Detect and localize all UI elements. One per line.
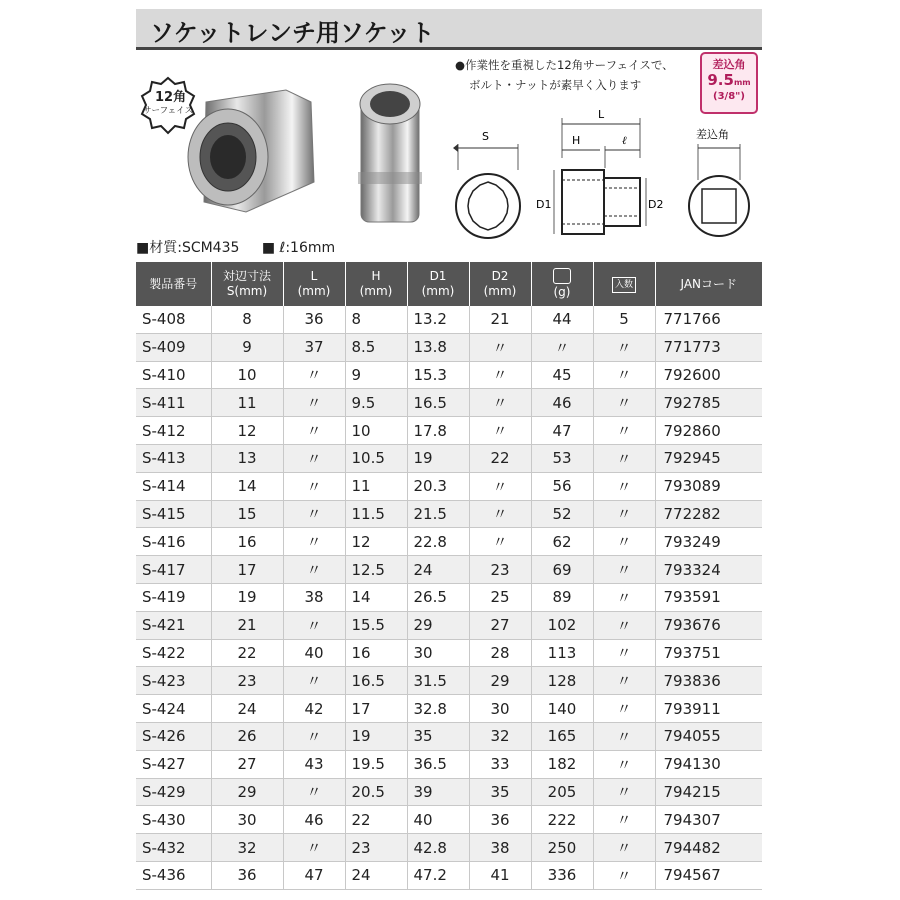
table-cell: 37 bbox=[283, 333, 345, 361]
label-ell: ℓ bbox=[622, 134, 627, 147]
table-header-cell bbox=[655, 262, 762, 306]
table-cell: 16 bbox=[211, 528, 283, 556]
table-cell: S-419 bbox=[136, 583, 211, 611]
table-cell: 140 bbox=[531, 695, 593, 723]
table-cell: 17 bbox=[211, 556, 283, 584]
table-cell: 〃 bbox=[593, 639, 655, 667]
feature-text bbox=[455, 55, 674, 95]
table-cell: 〃 bbox=[283, 361, 345, 389]
table-cell: 792945 bbox=[655, 444, 762, 472]
table-cell: 5 bbox=[593, 306, 655, 333]
table-row bbox=[136, 778, 762, 806]
table-cell: 772282 bbox=[655, 500, 762, 528]
page-title: ソケットレンチ用ソケット bbox=[150, 19, 435, 47]
table-cell: 47.2 bbox=[407, 861, 469, 889]
table-cell: 36 bbox=[283, 306, 345, 333]
table-cell: 〃 bbox=[283, 444, 345, 472]
table-cell: 793591 bbox=[655, 583, 762, 611]
header-text: 製品番号 bbox=[149, 276, 198, 291]
table-cell: 24 bbox=[407, 556, 469, 584]
table-row bbox=[136, 333, 762, 361]
table-cell: 〃 bbox=[593, 722, 655, 750]
table-row bbox=[136, 306, 762, 333]
table-cell: 16 bbox=[345, 639, 407, 667]
table-cell: 794482 bbox=[655, 834, 762, 862]
table-cell: 22 bbox=[211, 639, 283, 667]
table-cell: 24 bbox=[345, 861, 407, 889]
ell-spec: ■ ℓ:16mm bbox=[261, 240, 336, 256]
table-cell: 〃 bbox=[283, 834, 345, 862]
table-cell: 10 bbox=[211, 361, 283, 389]
table-cell: 23 bbox=[469, 556, 531, 584]
table-cell: 62 bbox=[531, 528, 593, 556]
header-text: S(mm) bbox=[226, 284, 268, 298]
table-cell: 46 bbox=[283, 806, 345, 834]
table-cell: 〃 bbox=[593, 472, 655, 500]
table-cell: 14 bbox=[211, 472, 283, 500]
table-cell: 〃 bbox=[593, 861, 655, 889]
table-cell: 〃 bbox=[283, 528, 345, 556]
table-row bbox=[136, 500, 762, 528]
table-cell: 182 bbox=[531, 750, 593, 778]
header-text: (g) bbox=[553, 285, 571, 299]
table-row bbox=[136, 361, 762, 389]
table-cell: 793249 bbox=[655, 528, 762, 556]
table-cell: S-416 bbox=[136, 528, 211, 556]
table-cell: 52 bbox=[531, 500, 593, 528]
table-cell: 〃 bbox=[469, 500, 531, 528]
table-cell: 792600 bbox=[655, 361, 762, 389]
table-cell: 35 bbox=[469, 778, 531, 806]
table-cell: 21 bbox=[469, 306, 531, 333]
table-cell: 〃 bbox=[593, 695, 655, 723]
table-cell: 36 bbox=[211, 861, 283, 889]
table-cell: 11 bbox=[211, 389, 283, 417]
table-cell: 793324 bbox=[655, 556, 762, 584]
table-cell: 43 bbox=[283, 750, 345, 778]
table-cell: 〃 bbox=[283, 472, 345, 500]
table-cell: 〃 bbox=[283, 417, 345, 445]
table-cell: 47 bbox=[531, 417, 593, 445]
table-cell: S-426 bbox=[136, 722, 211, 750]
table-row bbox=[136, 722, 762, 750]
label-l: L bbox=[598, 108, 605, 121]
drive-size: 9.5mm bbox=[707, 71, 751, 89]
table-cell: 36 bbox=[469, 806, 531, 834]
table-cell: 793089 bbox=[655, 472, 762, 500]
header-text: JANコード bbox=[680, 276, 737, 291]
table-header-row bbox=[136, 262, 762, 306]
table-cell: 45 bbox=[531, 361, 593, 389]
table-cell: 〃 bbox=[593, 361, 655, 389]
title-bar bbox=[136, 9, 762, 50]
table-cell: S-421 bbox=[136, 611, 211, 639]
table-cell: S-411 bbox=[136, 389, 211, 417]
table-cell: 11 bbox=[345, 472, 407, 500]
side-view-drawing bbox=[536, 108, 663, 234]
table-cell: S-422 bbox=[136, 639, 211, 667]
table-cell: S-427 bbox=[136, 750, 211, 778]
table-cell: S-408 bbox=[136, 306, 211, 333]
table-cell: 15.3 bbox=[407, 361, 469, 389]
table-cell: 〃 bbox=[469, 472, 531, 500]
table-cell: 38 bbox=[283, 583, 345, 611]
label-s: S bbox=[482, 130, 489, 143]
table-cell: 12 bbox=[211, 417, 283, 445]
table-cell: 46 bbox=[531, 389, 593, 417]
header-text: D1 bbox=[429, 269, 447, 283]
table-cell: 〃 bbox=[469, 528, 531, 556]
table-cell: S-424 bbox=[136, 695, 211, 723]
table-cell: 69 bbox=[531, 556, 593, 584]
weight-icon bbox=[553, 268, 571, 284]
table-cell: S-414 bbox=[136, 472, 211, 500]
table-cell: 〃 bbox=[283, 778, 345, 806]
label-d1: D1 bbox=[536, 198, 552, 211]
table-cell: 793751 bbox=[655, 639, 762, 667]
table-cell: 30 bbox=[407, 639, 469, 667]
table-cell: 9.5 bbox=[345, 389, 407, 417]
table-cell: 〃 bbox=[283, 667, 345, 695]
table-cell: 27 bbox=[211, 750, 283, 778]
table-cell: 24 bbox=[211, 695, 283, 723]
material-spec: ■材質:SCM435 bbox=[136, 240, 240, 256]
table-cell: 20.3 bbox=[407, 472, 469, 500]
table-cell: 〃 bbox=[469, 361, 531, 389]
small-socket-image bbox=[358, 84, 422, 222]
table-cell: 336 bbox=[531, 861, 593, 889]
table-cell: 〃 bbox=[283, 389, 345, 417]
table-cell: 〃 bbox=[283, 611, 345, 639]
table-cell: 128 bbox=[531, 667, 593, 695]
table-cell: 19 bbox=[345, 722, 407, 750]
table-cell: 205 bbox=[531, 778, 593, 806]
dimension-diagram bbox=[450, 108, 760, 243]
table-cell: 8.5 bbox=[345, 333, 407, 361]
table-cell: 〃 bbox=[593, 444, 655, 472]
table-cell: 〃 bbox=[593, 556, 655, 584]
badge-label-main: 12角 bbox=[155, 90, 187, 105]
table-cell: 33 bbox=[469, 750, 531, 778]
table-cell: 32 bbox=[211, 834, 283, 862]
table-cell: 15 bbox=[211, 500, 283, 528]
drive-inch: (3/8") bbox=[713, 91, 745, 102]
table-cell: 〃 bbox=[593, 417, 655, 445]
table-cell: 30 bbox=[469, 695, 531, 723]
table-cell: S-423 bbox=[136, 667, 211, 695]
table-cell: 22.8 bbox=[407, 528, 469, 556]
table-cell: 23 bbox=[211, 667, 283, 695]
feature-line-2: ボルト・ナットが素早く入ります bbox=[469, 78, 642, 92]
header-text: D2 bbox=[491, 269, 509, 283]
table-cell: 44 bbox=[531, 306, 593, 333]
table-cell: 53 bbox=[531, 444, 593, 472]
table-cell: 29 bbox=[407, 611, 469, 639]
table-cell: S-415 bbox=[136, 500, 211, 528]
drive-end-drawing bbox=[689, 127, 749, 236]
header-text: (mm) bbox=[483, 284, 517, 298]
table-cell: 17.8 bbox=[407, 417, 469, 445]
table-cell: 35 bbox=[407, 722, 469, 750]
table-cell: S-432 bbox=[136, 834, 211, 862]
table-cell: S-429 bbox=[136, 778, 211, 806]
table-cell: S-410 bbox=[136, 361, 211, 389]
table-cell: 〃 bbox=[283, 556, 345, 584]
table-cell: 32 bbox=[469, 722, 531, 750]
table-cell: S-409 bbox=[136, 333, 211, 361]
table-cell: 〃 bbox=[283, 722, 345, 750]
table-cell: 250 bbox=[531, 834, 593, 862]
table-cell: 113 bbox=[531, 639, 593, 667]
table-row bbox=[136, 611, 762, 639]
header-text: H bbox=[371, 269, 381, 283]
table-cell: 〃 bbox=[593, 528, 655, 556]
table-cell: 89 bbox=[531, 583, 593, 611]
feature-line-1: ●作業性を重視した12角サーフェイスで、 bbox=[455, 58, 674, 72]
table-cell: 〃 bbox=[469, 333, 531, 361]
header-text: (mm) bbox=[297, 284, 331, 298]
table-cell: 102 bbox=[531, 611, 593, 639]
table-cell: 13 bbox=[211, 444, 283, 472]
table-cell: 〃 bbox=[593, 389, 655, 417]
table-cell: 794215 bbox=[655, 778, 762, 806]
table-cell: 〃 bbox=[593, 500, 655, 528]
table-header-cell bbox=[593, 262, 655, 306]
table-cell: 792860 bbox=[655, 417, 762, 445]
table-cell: 22 bbox=[345, 806, 407, 834]
table-cell: 165 bbox=[531, 722, 593, 750]
table-cell: 13.8 bbox=[407, 333, 469, 361]
table-cell: 〃 bbox=[593, 834, 655, 862]
drive-label: 差込角 bbox=[712, 58, 746, 71]
table-cell: 〃 bbox=[593, 667, 655, 695]
table-header-cell bbox=[283, 262, 345, 306]
table-cell: 47 bbox=[283, 861, 345, 889]
table-cell: 31.5 bbox=[407, 667, 469, 695]
drive-size-badge bbox=[700, 52, 758, 114]
table-cell: 〃 bbox=[593, 611, 655, 639]
table-cell: 19 bbox=[211, 583, 283, 611]
table-cell: 19.5 bbox=[345, 750, 407, 778]
table-cell: 〃 bbox=[593, 806, 655, 834]
table-row bbox=[136, 444, 762, 472]
table-row bbox=[136, 834, 762, 862]
table-cell: 27 bbox=[469, 611, 531, 639]
table-cell: 26.5 bbox=[407, 583, 469, 611]
label-h: H bbox=[572, 134, 581, 147]
table-header-cell bbox=[345, 262, 407, 306]
table-cell: 39 bbox=[407, 778, 469, 806]
table-cell: 22 bbox=[469, 444, 531, 472]
table-cell: 9 bbox=[345, 361, 407, 389]
table-cell: 10.5 bbox=[345, 444, 407, 472]
table-cell: S-436 bbox=[136, 861, 211, 889]
large-socket-image bbox=[188, 90, 314, 212]
table-row bbox=[136, 667, 762, 695]
table-cell: 792785 bbox=[655, 389, 762, 417]
table-cell: 794567 bbox=[655, 861, 762, 889]
table-cell: 28 bbox=[469, 639, 531, 667]
front-view-drawing bbox=[453, 130, 520, 238]
table-cell: 771773 bbox=[655, 333, 762, 361]
table-cell: 17 bbox=[345, 695, 407, 723]
table-header-cell bbox=[407, 262, 469, 306]
table-row bbox=[136, 861, 762, 889]
table-cell: 23 bbox=[345, 834, 407, 862]
table-cell: 8 bbox=[211, 306, 283, 333]
table-cell: 11.5 bbox=[345, 500, 407, 528]
table-cell: 〃 bbox=[531, 333, 593, 361]
table-cell: 793836 bbox=[655, 667, 762, 695]
table-cell: 29 bbox=[211, 778, 283, 806]
table-cell: 10 bbox=[345, 417, 407, 445]
table-cell: 38 bbox=[469, 834, 531, 862]
table-cell: 15.5 bbox=[345, 611, 407, 639]
table-cell: 21.5 bbox=[407, 500, 469, 528]
table-cell: S-412 bbox=[136, 417, 211, 445]
table-cell: 40 bbox=[283, 639, 345, 667]
table-cell: 16.5 bbox=[345, 667, 407, 695]
table-cell: 8 bbox=[345, 306, 407, 333]
table-cell: 〃 bbox=[593, 333, 655, 361]
table-cell: 16.5 bbox=[407, 389, 469, 417]
table-cell: 〃 bbox=[469, 389, 531, 417]
table-cell: S-417 bbox=[136, 556, 211, 584]
table-header-cell bbox=[469, 262, 531, 306]
table-row bbox=[136, 695, 762, 723]
table-row bbox=[136, 417, 762, 445]
spec-table bbox=[136, 262, 762, 890]
table-cell: 20.5 bbox=[345, 778, 407, 806]
table-row bbox=[136, 472, 762, 500]
table-cell: S-430 bbox=[136, 806, 211, 834]
table-cell: 222 bbox=[531, 806, 593, 834]
table-row bbox=[136, 528, 762, 556]
table-cell: 〃 bbox=[593, 778, 655, 806]
header-text: (mm) bbox=[359, 284, 393, 298]
box-icon: 入数 bbox=[612, 277, 636, 293]
header-text: L bbox=[310, 269, 318, 283]
table-cell: 793911 bbox=[655, 695, 762, 723]
table-cell: 12 bbox=[345, 528, 407, 556]
table-row bbox=[136, 583, 762, 611]
table-cell: 26 bbox=[211, 722, 283, 750]
table-cell: 41 bbox=[469, 861, 531, 889]
table-cell: 〃 bbox=[593, 583, 655, 611]
label-d2: D2 bbox=[648, 198, 664, 211]
table-cell: 19 bbox=[407, 444, 469, 472]
table-cell: 30 bbox=[211, 806, 283, 834]
table-cell: 794130 bbox=[655, 750, 762, 778]
header-text: (mm) bbox=[421, 284, 455, 298]
table-row bbox=[136, 750, 762, 778]
table-cell: 56 bbox=[531, 472, 593, 500]
table-cell: 14 bbox=[345, 583, 407, 611]
table-cell: 793676 bbox=[655, 611, 762, 639]
table-cell: 12.5 bbox=[345, 556, 407, 584]
table-cell: 〃 bbox=[469, 417, 531, 445]
table-cell: 25 bbox=[469, 583, 531, 611]
table-cell: 40 bbox=[407, 806, 469, 834]
table-row bbox=[136, 639, 762, 667]
table-cell: 42.8 bbox=[407, 834, 469, 862]
table-cell: 〃 bbox=[283, 500, 345, 528]
badge-label-sub: サーフェイス bbox=[143, 106, 194, 116]
table-row bbox=[136, 806, 762, 834]
spec-line bbox=[136, 237, 353, 257]
table-cell: 21 bbox=[211, 611, 283, 639]
table-cell: 32.8 bbox=[407, 695, 469, 723]
table-header-cell bbox=[211, 262, 283, 306]
table-row bbox=[136, 556, 762, 584]
table-cell: 29 bbox=[469, 667, 531, 695]
table-header-cell bbox=[136, 262, 211, 306]
table-cell: 9 bbox=[211, 333, 283, 361]
table-cell: S-413 bbox=[136, 444, 211, 472]
label-drive: 差込角 bbox=[696, 128, 729, 141]
table-cell: 36.5 bbox=[407, 750, 469, 778]
table-header-cell bbox=[531, 262, 593, 306]
table-cell: 〃 bbox=[593, 750, 655, 778]
table-cell: 13.2 bbox=[407, 306, 469, 333]
table-cell: 771766 bbox=[655, 306, 762, 333]
table-cell: 794055 bbox=[655, 722, 762, 750]
table-row bbox=[136, 389, 762, 417]
header-text: 対辺寸法 bbox=[222, 269, 271, 283]
table-cell: 42 bbox=[283, 695, 345, 723]
table-cell: 794307 bbox=[655, 806, 762, 834]
